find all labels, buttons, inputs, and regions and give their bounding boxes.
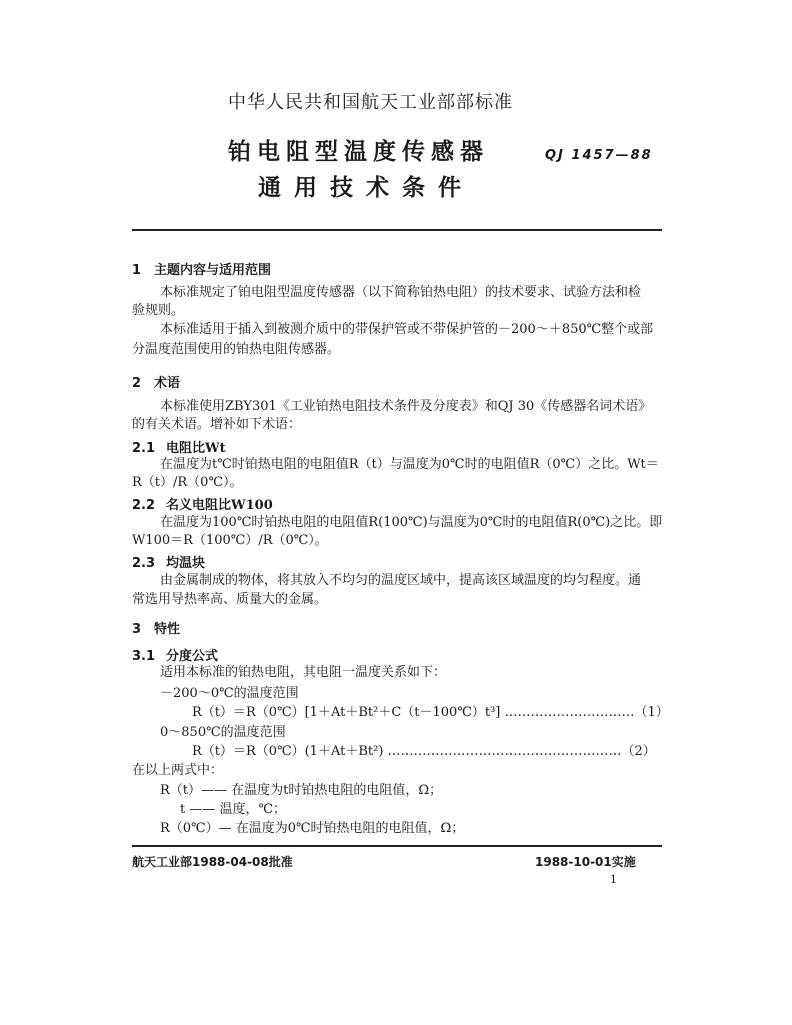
paragraph-line: 常选用导热率高、质量大的金属。 [132, 592, 328, 607]
section-2-heading [132, 372, 180, 391]
section-number: 3 [132, 622, 142, 637]
subsection-3-1-heading [132, 645, 218, 664]
section-title: 术语 [154, 376, 181, 391]
paragraph-line: 0～850℃的温度范围 [160, 725, 286, 740]
equation-2: R（t）＝R（0℃）(1＋At＋Bt²) ………………………………………………（2） [192, 744, 656, 759]
paragraph-line: 适用本标准的铂热电阻，其电阻一温度关系如下： [160, 665, 447, 680]
definition-line: R（t）—— 在温度为t时铂热电阻的电阻值，Ω； [160, 783, 443, 798]
subsection-title: 电阻比Wt [166, 441, 226, 456]
section-number: 1 [132, 263, 142, 278]
section-3-heading [132, 618, 180, 637]
paragraph-line: －200～0℃的温度范围 [160, 686, 299, 701]
paragraph-line: W100＝R（100℃）/R（0℃）。 [132, 533, 328, 548]
paragraph-line: 本标准使用ZBY301《工业铂热电阻技术条件及分度表》和QJ 30《传感器名词术语》 [160, 399, 652, 414]
paragraph-line: 的有关术语。增补如下术语： [132, 417, 302, 432]
subsection-number: 2.3 [132, 556, 156, 571]
subsection-title: 名义电阻比W100 [166, 498, 273, 513]
section-1-heading [132, 259, 271, 278]
standard-code: QJ 1457—88 [545, 148, 653, 163]
subsection-title: 均温块 [166, 556, 206, 571]
document-title-line2: 通用技术条件 [258, 174, 474, 201]
section-title: 特性 [154, 622, 181, 637]
paragraph-line: 本标准规定了铂电阻型温度传感器（以下简称铂热电阻）的技术要求、试验方法和检 [160, 285, 642, 300]
page-number: 1 [610, 873, 617, 886]
paragraph-line: 分温度范围使用的铂热电阻传感器。 [132, 342, 341, 357]
document-title-line1: 铂电阻型温度传感器 [228, 138, 489, 165]
definition-line: R（0℃）— 在温度为0℃时铂热电阻的电阻值，Ω； [160, 821, 465, 836]
paragraph-line: 本标准适用于插入到被测介质中的带保护管或不带保护管的－200～＋850℃整个或部 [160, 322, 654, 337]
equation-1: R（t）＝R（0℃）[1＋At＋Bt²＋C（t－100℃）t³] …………………………（1） [192, 705, 669, 720]
header-rule [132, 229, 662, 231]
paragraph-line: 验规则。 [132, 303, 185, 318]
ministry-title: 中华人民共和国航天工业部部标准 [228, 92, 513, 113]
paragraph-line: 在以上两式中： [132, 763, 224, 778]
subsection-title: 分度公式 [166, 649, 219, 664]
implementation-date: 1988-10-01实施 [535, 855, 636, 869]
subsection-number: 2.1 [132, 441, 156, 456]
section-title: 主题内容与适用范围 [154, 263, 272, 278]
approval-date: 航天工业部1988-04-08批准 [132, 855, 293, 869]
subsection-2-3-heading [132, 552, 205, 571]
definition-line: t —— 温度，℃； [180, 802, 287, 817]
paragraph-line: 在温度为100℃时铂热电阻的电阻值R(100℃)与温度为0℃时的电阻值R(0℃)之比。即 [160, 515, 663, 530]
paragraph-line: 在温度为t℃时铂热电阻的电阻值R（t）与温度为0℃时的电阻值R（0℃）之比。Wt＝ [160, 457, 659, 472]
subsection-number: 3.1 [132, 649, 156, 664]
subsection-2-2-heading [132, 494, 273, 513]
paragraph-line: 由金属制成的物体，将其放入不均匀的温度区域中，提高该区域温度的均匀程度。通 [160, 573, 642, 588]
subsection-2-1-heading [132, 437, 226, 456]
paragraph-line: R（t）/R（0℃）。 [132, 475, 243, 490]
footer-rule [132, 845, 662, 847]
section-number: 2 [132, 376, 142, 391]
subsection-number: 2.2 [132, 498, 156, 513]
